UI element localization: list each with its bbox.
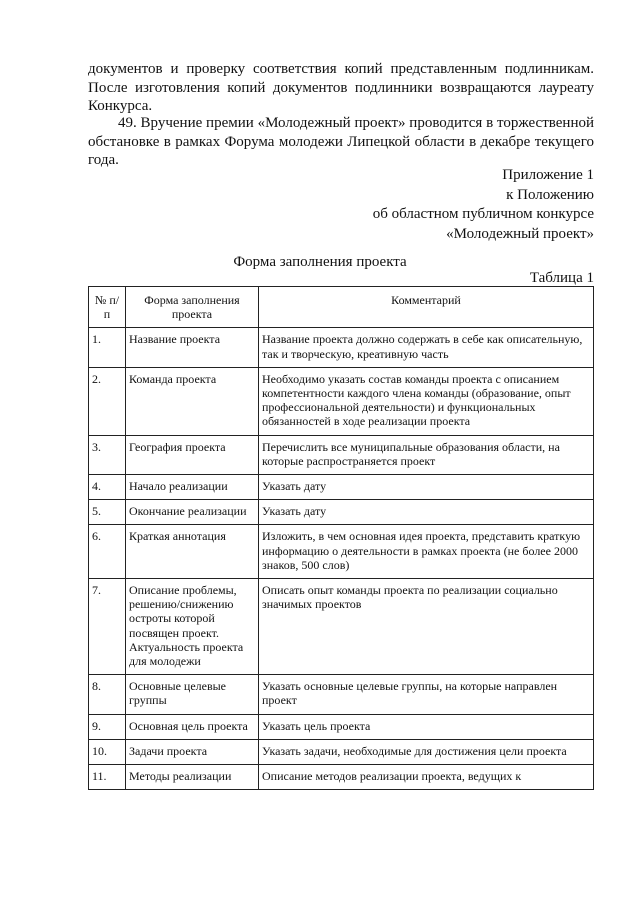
row-comment: Необходимо указать состав команды проекта с описанием компетентности каждого члена команды (образование, опыт профессиональной деятельности) и функциональных обязанностей в ходе реализации проекта [259,367,594,435]
form-title: Форма заполнения проекта [233,254,407,270]
appendix-heading [373,166,594,244]
row-number: 10. [89,739,126,764]
row-comment: Указать дату [259,500,594,525]
row-field: География проекта [126,435,259,474]
row-number: 9. [89,714,126,739]
row-comment: Название проекта должно содержать в себе как описательную, так и творческую, креативную часть [259,328,594,367]
table-row [89,739,594,764]
row-comment: Указать основные целевые группы, на которые направлен проект [259,675,594,714]
row-field: Задачи проекта [126,739,259,764]
row-comment: Перечислить все муниципальные образования области, на которые распространяется проект [259,435,594,474]
row-number: 11. [89,765,126,790]
row-number: 4. [89,475,126,500]
table-row [89,500,594,525]
row-comment: Описать опыт команды проекта по реализации социально значимых проектов [259,579,594,675]
paragraph-documents-return: документов и проверку соответствия копий представленным подлинникам. После изготовления копий документов подлинники возвращаются лауреату Конкурса. [88,61,594,114]
table-row [89,675,594,714]
row-number: 3. [89,435,126,474]
row-comment: Указать цель проекта [259,714,594,739]
header-field: Форма заполнения проекта [126,287,259,328]
appendix-line: «Молодежный проект» [446,225,594,242]
table-header-row [89,287,594,328]
row-field: Основная цель проекта [126,714,259,739]
row-field: Команда проекта [126,367,259,435]
row-number: 5. [89,500,126,525]
appendix-line: об областном публичном конкурсе [372,206,594,222]
row-comment: Указать дату [259,475,594,500]
row-field: Начало реализации [126,475,259,500]
row-comment: Изложить, в чем основная идея проекта, представить краткую информацию о деятельности в рамках проекта (не более 2000 знаков, 500 слов) [259,525,594,579]
table-row [89,367,594,435]
row-number: 6. [89,525,126,579]
table-row [89,714,594,739]
row-number: 2. [89,367,126,435]
header-number: № п/п [89,287,126,328]
table-row [89,525,594,579]
table-label: Таблица 1 [529,270,594,286]
row-field: Основные целевые группы [126,675,259,714]
row-comment: Указать задачи, необходимые для достижения цели проекта [259,739,594,764]
table-body [89,328,594,790]
row-field: Окончание реализации [126,500,259,525]
table-row [89,475,594,500]
row-field: Описание проблемы, решению/снижению остроты которой посвящен проект. Актуальность проекта для молодежи [126,579,259,675]
table-row [89,328,594,367]
row-number: 1. [89,328,126,367]
row-comment: Описание методов реализации проекта, ведущих к [259,765,594,790]
paragraph-49-award: 49. Вручение премии «Молодежный проект» проводится в торжественной обстановке в рамках Форума молодежи Липецкой области в декабре текущего года. [88,115,594,168]
table-row [89,435,594,474]
header-comment: Комментарий [259,287,594,328]
row-field: Название проекта [126,328,259,367]
project-form-table [88,286,594,790]
table-row [89,579,594,675]
row-field: Краткая аннотация [126,525,259,579]
row-number: 7. [89,579,126,675]
row-number: 8. [89,675,126,714]
table-row [89,765,594,790]
appendix-line: к Положению [506,186,594,203]
appendix-line: Приложение 1 [502,167,594,183]
row-field: Методы реализации [126,765,259,790]
